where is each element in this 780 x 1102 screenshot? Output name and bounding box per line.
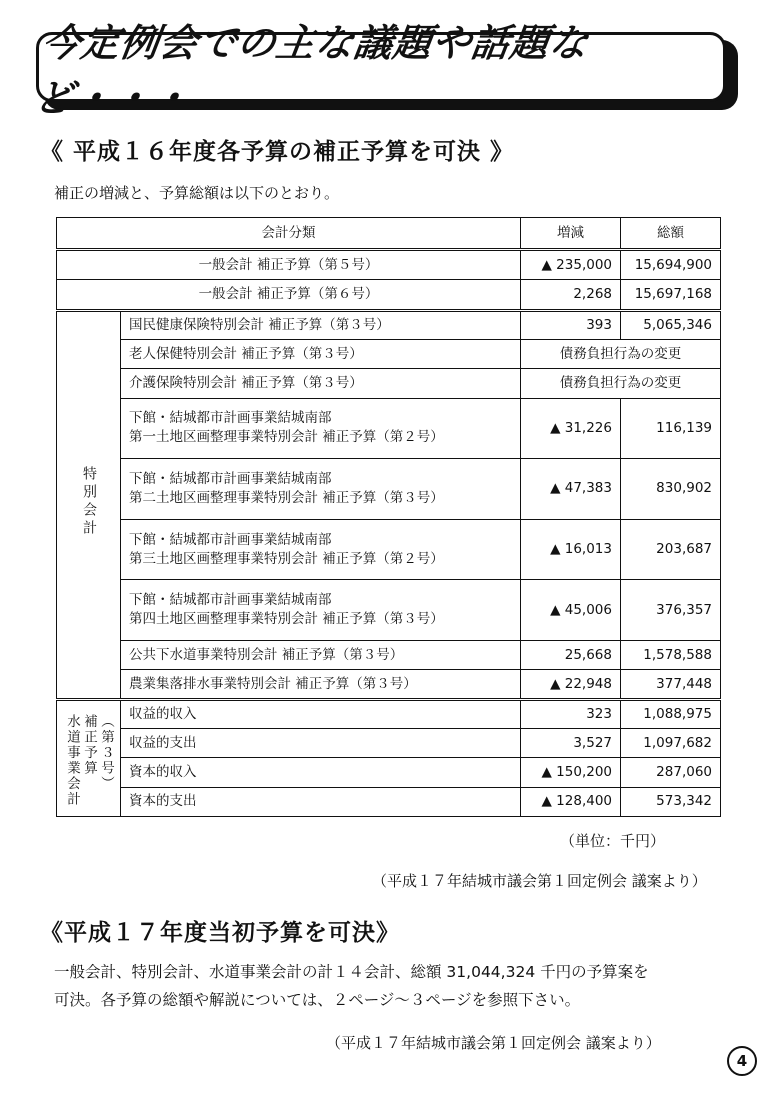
row-name: 農業集落排水事業特別会計 補正予算（第３号） [121, 670, 521, 699]
row-total: 15,697,168 [621, 280, 721, 310]
row-name: 国民健康保険特別会計 補正予算（第３号） [121, 310, 521, 339]
row-total: 203,687 [621, 519, 721, 580]
special-accounts-label: 特別会計 [81, 465, 97, 538]
table-row [57, 758, 721, 787]
section1-intro: 補正の増減と、予算総額は以下のとおり。 [54, 184, 340, 202]
unit-note: （単位：千円） [560, 832, 666, 850]
row-name: 資本的支出 [121, 787, 521, 816]
row-name-line1: 下館・結城都市計画事業結城南部 [129, 531, 332, 548]
row-change: ▲ 235,000 [521, 250, 621, 280]
table-row [57, 580, 721, 641]
water-label-col2: 補正予算 [81, 713, 97, 776]
row-change: ▲ 45,006 [521, 580, 621, 641]
table-row [57, 699, 721, 728]
section2-line2: 可決。各予算の総額や解説については、２ページ～３ページを参照下さい。 [54, 991, 581, 1009]
title-banner [31, 21, 726, 120]
row-name-line1: 下館・結城都市計画事業結城南部 [129, 592, 332, 609]
row-change: ▲ 47,383 [521, 459, 621, 520]
row-total: 1,088,975 [621, 699, 721, 728]
row-name: 一般会計 補正予算（第５号） [57, 250, 521, 280]
row-name: 収益的支出 [121, 728, 521, 757]
row-change: 323 [521, 699, 621, 728]
table-row [57, 398, 721, 459]
row-change: ▲ 31,226 [521, 398, 621, 459]
header-change: 増減 [521, 218, 621, 250]
row-name: 公共下水道事業特別会計 補正予算（第３号） [121, 641, 521, 670]
row-total: 830,902 [621, 459, 721, 520]
table-row [57, 250, 721, 280]
table-row [57, 369, 721, 398]
row-name [121, 459, 521, 520]
row-name-line2: 第三土地区画整理事業特別会計 補正予算（第２号） [129, 550, 444, 567]
row-change: ▲ 16,013 [521, 519, 621, 580]
row-name-line1: 下館・結城都市計画事業結城南部 [129, 410, 332, 427]
row-name [121, 398, 521, 459]
banner-title: 今定例会での主な議題や話題など・・・ [31, 21, 592, 120]
table-row [57, 280, 721, 310]
section2-heading: 《平成１７年度当初予算を可決》 [40, 920, 400, 946]
special-accounts-label-cell [57, 310, 121, 699]
table-row [57, 670, 721, 699]
section1-source: （平成１７年結城市議会第１回定例会 議案より） [372, 872, 707, 890]
row-merged-note: 債務負担行為の変更 [521, 339, 721, 368]
row-name [121, 519, 521, 580]
row-total: 376,357 [621, 580, 721, 641]
water-label-col3: （第３号） [98, 713, 114, 792]
row-change: ▲ 128,400 [521, 787, 621, 816]
row-merged-note: 債務負担行為の変更 [521, 369, 721, 398]
row-name-line1: 下館・結城都市計画事業結城南部 [129, 470, 332, 487]
table-row [57, 519, 721, 580]
row-change: 3,527 [521, 728, 621, 757]
row-change: 393 [521, 310, 621, 339]
table-row [57, 787, 721, 816]
row-change: 2,268 [521, 280, 621, 310]
row-total: 116,139 [621, 398, 721, 459]
row-total: 15,694,900 [621, 250, 721, 280]
row-total: 377,448 [621, 670, 721, 699]
table-row [57, 459, 721, 520]
table-row [57, 310, 721, 339]
row-name: 介護保険特別会計 補正予算（第３号） [121, 369, 521, 398]
section2-source: （平成１７年結城市議会第１回定例会 議案より） [326, 1034, 661, 1052]
page-number: 4 [727, 1046, 757, 1076]
row-change: ▲ 22,948 [521, 670, 621, 699]
row-total: 1,578,588 [621, 641, 721, 670]
section2-line1: 一般会計、特別会計、水道事業会計の計１４会計、総額 31,044,324 千円の予算案を [54, 963, 649, 981]
table-header-row [57, 218, 721, 250]
table-row [57, 641, 721, 670]
table-row [57, 728, 721, 757]
water-account-label [57, 710, 120, 807]
header-category: 会計分類 [57, 218, 521, 250]
row-name: 一般会計 補正予算（第６号） [57, 280, 521, 310]
row-change: ▲ 150,200 [521, 758, 621, 787]
row-total: 287,060 [621, 758, 721, 787]
table-row [57, 339, 721, 368]
row-name-line2: 第四土地区画整理事業特別会計 補正予算（第３号） [129, 611, 444, 628]
water-label-col1: 水道事業会計 [64, 713, 80, 807]
row-name: 収益的収入 [121, 699, 521, 728]
row-total: 5,065,346 [621, 310, 721, 339]
budget-table [56, 217, 721, 817]
row-name: 資本的収入 [121, 758, 521, 787]
row-name: 老人保健特別会計 補正予算（第３号） [121, 339, 521, 368]
row-total: 1,097,682 [621, 728, 721, 757]
row-name [121, 580, 521, 641]
section1-heading: 《 平成１６年度各予算の補正予算を可決 》 [40, 139, 515, 165]
row-name-line2: 第一土地区画整理事業特別会計 補正予算（第２号） [129, 429, 444, 446]
row-total: 573,342 [621, 787, 721, 816]
header-total: 総額 [621, 218, 721, 250]
row-name-line2: 第二土地区画整理事業特別会計 補正予算（第３号） [129, 489, 444, 506]
water-account-label-cell [57, 699, 121, 816]
row-change: 25,668 [521, 641, 621, 670]
